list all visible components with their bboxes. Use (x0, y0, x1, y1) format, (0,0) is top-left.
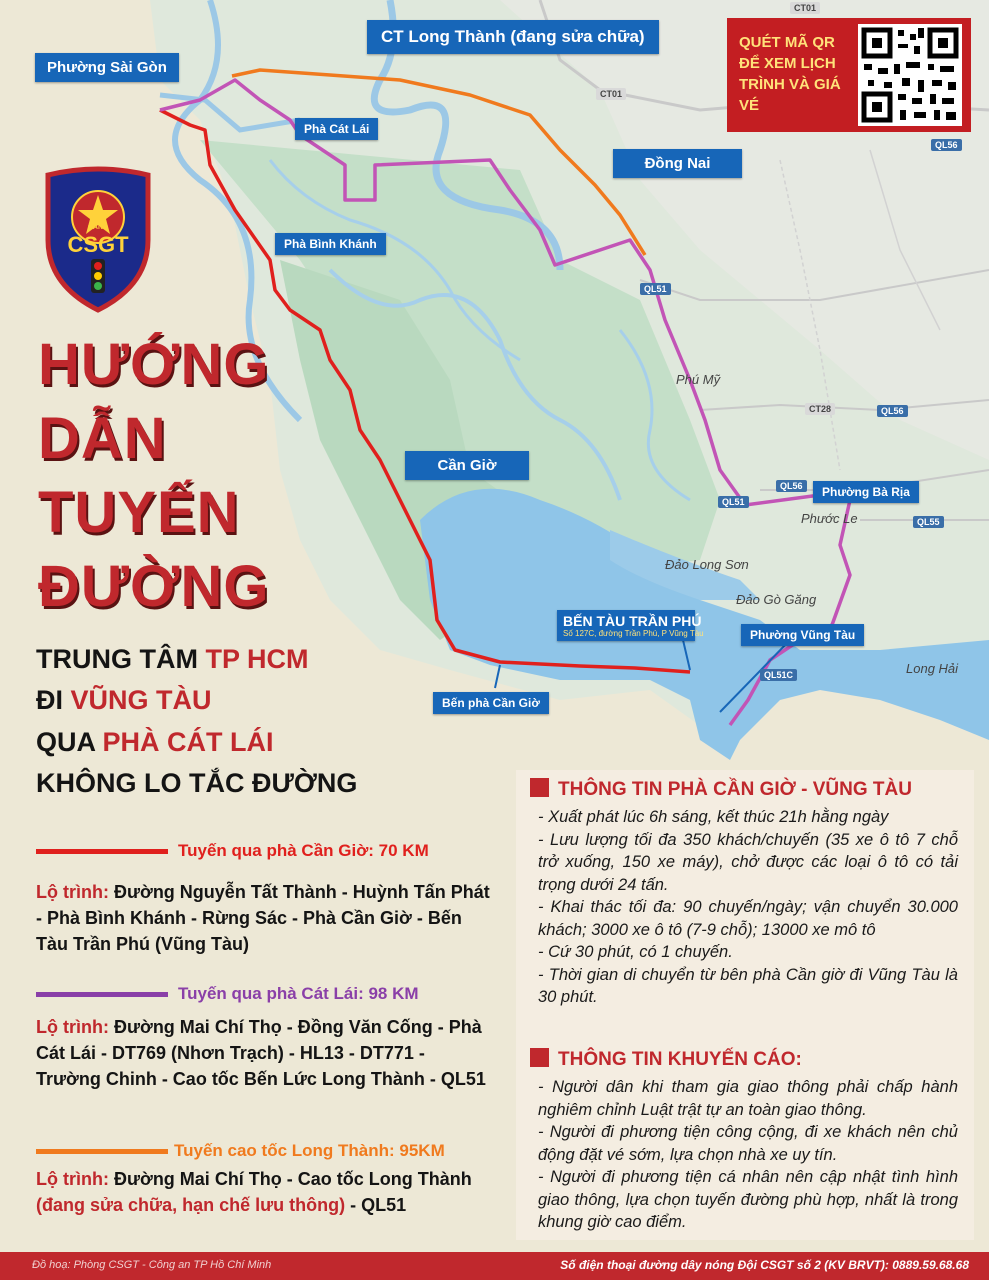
place-phu-my: Phú Mỹ (676, 372, 721, 387)
main-title (38, 328, 269, 624)
map-label-phuong-vung-tau: Phường Vũng Tàu (741, 624, 864, 646)
info-panel (516, 770, 974, 1240)
route-2-text: Đường Mai Chí Thọ - Đồng Văn Cống - Phà Cát Lái - DT769 (Nhơn Trạch) - HL13 - DT771 - Trường Chinh - Cao tốc Bến Lức Long Thành - QL51 (36, 1017, 486, 1089)
map-label-ct-long-thanh: CT Long Thành (đang sửa chữa) (367, 20, 659, 54)
logo-text: CSGT (67, 232, 129, 257)
road-ql51-b: QL51 (718, 496, 749, 508)
road-ct01-top: CT01 (790, 2, 820, 14)
route-3-text-b: - QL51 (345, 1195, 407, 1215)
road-ql56-c: QL56 (776, 480, 807, 492)
logo-small-text: CAND (87, 224, 109, 231)
subtitle-1b: TP HCM (205, 644, 309, 674)
route-2-header: Tuyến qua phà Cát Lái: 98 KM (178, 984, 419, 1003)
subtitle-line-3 (36, 727, 274, 758)
qr-code[interactable] (858, 24, 962, 126)
info-ferry-list (538, 806, 958, 1009)
ferry-info-item: - Xuất phát lúc 6h sáng, kết thúc 21h hằng ngày (538, 808, 889, 826)
road-ql56-mid: QL56 (877, 405, 908, 417)
advisory-item: - Người dân khi tham gia giao thông phải chấp hành nghiêm chỉnh Luật trật tự an toàn giao thông. (538, 1078, 958, 1119)
title-line-4: ĐƯỜNG (38, 554, 270, 619)
square-bullet-icon (530, 1048, 549, 1067)
map-label-pha-binh-khanh: Phà Bình Khánh (275, 233, 386, 255)
route-1-header: Tuyến qua phà Cần Giờ: 70 KM (178, 841, 429, 860)
place-phuoc-le: Phước Le (801, 511, 858, 526)
road-ct28: CT28 (805, 403, 835, 415)
route-2-swatch (36, 992, 168, 997)
advisory-item: - Người đi phương tiện cá nhân nên cập nhật tình hình giao thông, lựa chọn tuyến đường phù hợp, nhất là trong khung giờ cao điểm. (538, 1168, 958, 1231)
subtitle-1a: TRUNG TÂM (36, 644, 206, 674)
route-1-text: Đường Nguyễn Tất Thành - Huỳnh Tấn Phát - Phà Bình Khánh - Rừng Sác - Phà Cần Giờ - Bến Tàu Trần Phú (Vũng Tàu) (36, 882, 490, 954)
advisory-item: - Người đi phương tiện công cộng, đi xe khách nên chủ động đặt vé sớm, lựa chọn nhà xe uy tín. (538, 1123, 958, 1164)
map-label-phuong-sai-gon: Phường Sài Gòn (35, 53, 179, 82)
subtitle-2a: ĐI (36, 685, 71, 715)
route-3-description (36, 1166, 491, 1218)
title-line-2: DẪN (38, 406, 167, 471)
map-label-phuong-ba-ria: Phường Bà Rịa (813, 481, 919, 503)
route-3-label: Lộ trình: (36, 1169, 109, 1189)
info-ferry-title: THÔNG TIN PHÀ CẦN GIỜ - VŨNG TÀU (558, 779, 912, 800)
route-1-swatch (36, 849, 168, 854)
road-ql51c: QL51C (760, 669, 797, 681)
hotline-text[interactable]: Số điện thoại đường dây nóng Đội CSGT số 2 (KV BRVT): 0889.59.68.68 (560, 1258, 969, 1272)
route-2-label: Lộ trình: (36, 1017, 109, 1037)
info-ferry-header (530, 778, 912, 801)
route-1-label: Lộ trình: (36, 882, 109, 902)
info-advisory-header (530, 1048, 802, 1071)
road-ct01: CT01 (596, 88, 626, 100)
subtitle-3a: QUA (36, 727, 103, 757)
info-advisory-title: THÔNG TIN KHUYẾN CÁO: (558, 1049, 802, 1070)
map-label-ben-pha-can-gio: Bến phà Cần Giờ (433, 692, 549, 714)
subtitle-3b: PHÀ CÁT LÁI (102, 727, 274, 757)
csgt-shield-logo (38, 165, 158, 315)
place-dao-long-son: Đảo Long Sơn (665, 557, 749, 572)
title-line-3: TUYẾN (38, 480, 240, 545)
footer-bar (0, 1252, 989, 1280)
road-ql55: QL55 (913, 516, 944, 528)
subtitle-line-4: KHÔNG LO TẮC ĐƯỜNG (36, 768, 358, 798)
place-dao-go-gang: Đảo Gò Găng (736, 592, 817, 607)
route-3-text-warning: (đang sửa chữa, hạn chế lưu thông) (36, 1195, 346, 1215)
route-3-header: Tuyến cao tốc Long Thành: 95KM (174, 1141, 445, 1160)
map-label-pha-cat-lai: Phà Cát Lái (295, 118, 378, 140)
title-line-1: HƯỚNG (38, 332, 270, 397)
place-long-hai: Long Hải (906, 661, 959, 676)
route-1-description (36, 879, 491, 957)
road-ql56-top: QL56 (931, 139, 962, 151)
ben-tau-address: Số 127C, đường Trần Phú, P Vũng Tàu (563, 629, 704, 638)
info-advisory-list (538, 1076, 958, 1234)
qr-instruction: QUÉT MÃ QR ĐỂ XEM LỊCH TRÌNH VÀ GIÁ VÉ (739, 34, 841, 114)
graphics-credit: Đồ hoạ: Phòng CSGT - Công an TP Hồ Chí Minh (32, 1259, 272, 1271)
subtitle-line-2 (36, 685, 212, 716)
ferry-info-item: - Khai thác tối đa: 90 chuyến/ngày; vận chuyển 30.000 khách; 3000 xe ô tô (7-9 chỗ); 13000 xe mô tô (538, 898, 958, 939)
ben-tau-title: BẾN TÀU TRẦN PHÚ (563, 613, 702, 629)
ferry-info-item: - Thời gian di chuyển từ bên phà Cần giờ đi Vũng Tàu là 30 phút. (538, 965, 958, 1006)
route-2-description (36, 1014, 491, 1092)
subtitle-2b: VŨNG TÀU (70, 685, 212, 715)
route-3-swatch (36, 1149, 168, 1154)
ferry-info-item: - Lưu lượng tối đa 350 khách/chuyến (35 xe ô tô 7 chỗ trở xuống, 150 xe máy), chở được các loại ô tô có tải trọng dưới 24 tấn. (538, 830, 958, 894)
subtitle-line-1 (36, 644, 309, 675)
map-label-ben-tau-tran-phu (557, 610, 704, 641)
route-3-text-a: Đường Mai Chí Thọ - Cao tốc Long Thành (108, 1169, 472, 1189)
qr-box (727, 18, 971, 132)
map-label-can-gio: Cần Giờ (405, 451, 529, 480)
square-bullet-icon (530, 778, 549, 797)
map-label-dong-nai: Đồng Nai (613, 149, 742, 178)
road-ql51-a: QL51 (640, 283, 671, 295)
ferry-info-item: - Cứ 30 phút, có 1 chuyến. (538, 943, 733, 961)
